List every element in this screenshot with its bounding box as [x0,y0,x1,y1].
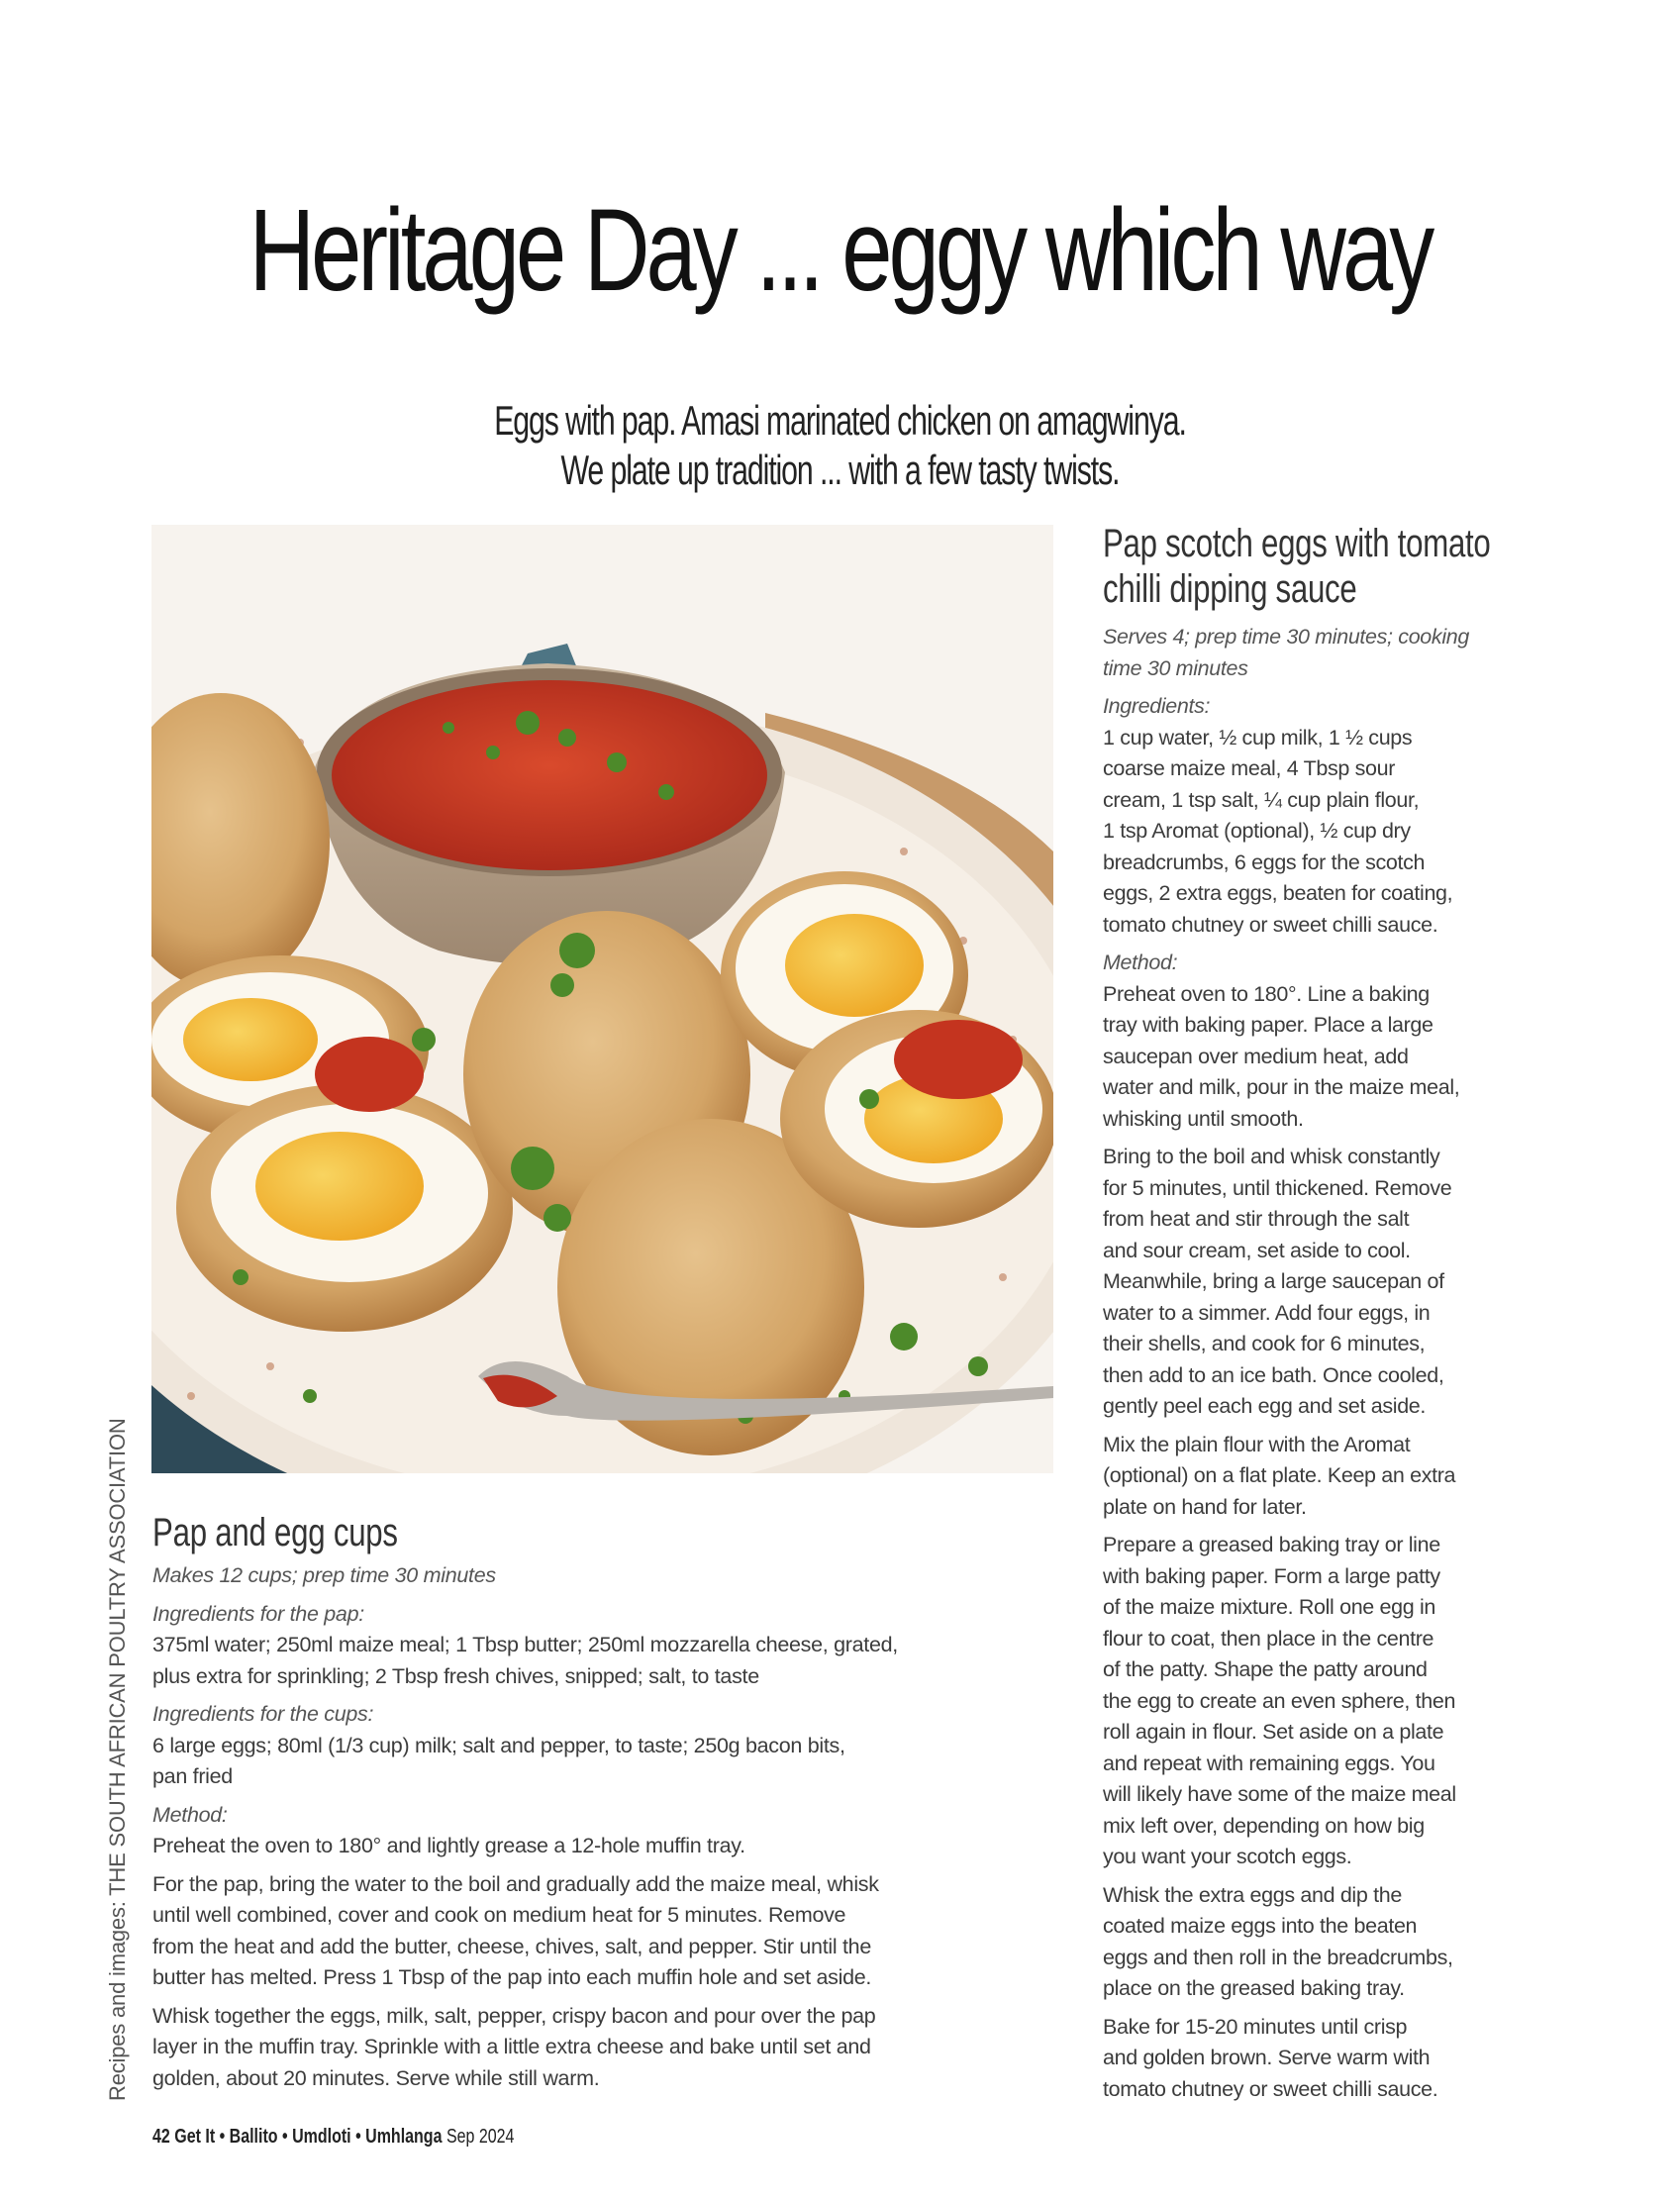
method-line: then add to an ice bath. Once cooled, [1103,1362,1444,1387]
method-line: mix left over, depending on how big [1103,1813,1425,1838]
method-line: flour to coat, then place in the centre [1103,1626,1434,1651]
method-line: Bring to the boil and whisk constantly [1103,1145,1440,1168]
method-line: and sour cream, set aside to cool. [1103,1238,1411,1262]
method-line: whisking until smooth. [1103,1106,1304,1131]
method-step [152,1869,1063,1994]
ingredients-line: eggs, 2 extra eggs, beaten for coating, [1103,881,1453,905]
method-line: Mix the plain flour with the Aromat [1103,1432,1411,1456]
method-line: of the maize mixture. Roll one egg in [1103,1595,1436,1619]
ingredients-line: 1 tsp Aromat (optional), ½ cup dry [1103,819,1411,843]
standfirst-line-1: Eggs with pap. Amasi marinated chicken on amagwinya. [494,397,1186,444]
page-number: 42 [152,2126,170,2148]
method-line: water to a simmer. Add four eggs, in [1103,1300,1431,1325]
ingredients-line: tomato chutney or sweet chilli sauce. [1103,912,1438,937]
separator: • [219,2126,226,2148]
standfirst [236,396,1445,495]
recipe-meta: Serves 4; prep time 30 minutes; cooking [1103,625,1469,649]
method-line: eggs and then roll in the breadcrumbs, [1103,1945,1453,1969]
method-line: you want your scotch eggs. [1103,1845,1352,1868]
method-line: from the heat and add the butter, cheese, chives, salt, and pepper. Stir until the [152,1934,871,1958]
recipe-meta: Makes 12 cups; prep time 30 minutes [152,1563,496,1587]
method-line: will likely have some of the maize meal [1103,1782,1456,1806]
method-line: water and milk, pour in the maize meal, [1103,1075,1460,1099]
ingredients-line: breadcrumbs, 6 eggs for the scotch [1103,850,1426,874]
method-label: Method: [152,1802,228,1827]
ingredients-label: Ingredients: [1103,694,1211,718]
recipe-title-line: Pap scotch eggs with tomato [1103,522,1491,565]
method-line: place on the greased baking tray. [1103,1976,1405,2000]
method-line: their shells, and cook for 6 minutes, [1103,1332,1426,1355]
method-line: gently peel each egg and set aside. [1103,1394,1427,1418]
pap-ingredients-line: plus extra for sprinkling; 2 Tbsp fresh chives, snipped; salt, to taste [152,1663,759,1688]
publication-name: Get It [174,2126,216,2148]
standfirst-line-2: We plate up tradition ... with a few tasty twists. [560,447,1120,493]
method-line: and repeat with remaining eggs. You [1103,1751,1435,1775]
method-line: saucepan over medium heat, add [1103,1044,1409,1068]
recipe-pap-scotch-eggs [1103,521,1568,2105]
cups-ingredients-line: pan fried [152,1764,233,1788]
method-step [152,1831,1063,1862]
issue-date: Sep 2024 [445,2126,515,2148]
method-line: Bake for 15-20 minutes until crisp [1103,2014,1408,2039]
pap-ingredients-label: Ingredients for the pap: [152,1601,364,1626]
method-line: plate on hand for later. [1103,1494,1307,1519]
method-line: layer in the muffin tray. Sprinkle with a little extra cheese and bake until set and [152,2035,871,2058]
method-step [1103,2012,1568,2106]
method-line: golden, about 20 minutes. Serve while still warm. [152,2065,600,2090]
separator: • [355,2126,361,2148]
recipe-title: Pap and egg cups [152,1511,398,1554]
area-name: Ballito [229,2126,278,2148]
recipe-meta: time 30 minutes [1103,655,1248,680]
method-line: Whisk the extra eggs and dip the [1103,1882,1402,1907]
method-line: roll again in flour. Set aside on a plate [1103,1720,1444,1744]
method-line: until well combined, cover and cook on medium heat for 5 minutes. Remove [152,1903,846,1927]
separator: • [282,2126,288,2148]
method-step [1103,1430,1568,1524]
ingredients-line: cream, 1 tsp salt, ¼ cup plain flour, [1103,787,1420,812]
method-step [152,2001,1063,2095]
recipe-title [1103,521,1491,612]
method-step [1103,1142,1568,1423]
ingredients-line: coarse maize meal, 4 Tbsp sour [1103,756,1396,780]
method-step [1103,1530,1568,1873]
method-line: For the pap, bring the water to the boil and gradually add the maize meal, whisk [152,1871,879,1896]
method-line: Meanwhile, bring a large saucepan of [1103,1269,1444,1293]
method-line: tray with baking paper. Place a large [1103,1013,1433,1037]
page-footer [152,2126,514,2149]
method-line: with baking paper. Form a large patty [1103,1563,1440,1588]
ingredients-line: 1 cup water, ½ cup milk, 1 ½ cups [1103,725,1413,750]
method-line: Preheat oven to 180°. Line a baking [1103,981,1430,1006]
scotch-eggs-illustration [151,525,1053,1473]
pap-ingredients-line: 375ml water; 250ml maize meal; 1 Tbsp butter; 250ml mozzarella cheese, grated, [152,1633,898,1656]
method-line: for 5 minutes, until thickened. Remove [1103,1175,1452,1200]
method-line: the egg to create an even sphere, then [1103,1688,1456,1713]
method-line: (optional) on a flat plate. Keep an extra [1103,1463,1456,1487]
photo-credit: Recipes and images: THE SOUTH AFRICAN POULTRY ASSOCIATION [105,1418,130,2101]
cups-ingredients-line: 6 large eggs; 80ml (1/3 cup) milk; salt and pepper, to taste; 250g bacon bits, [152,1733,845,1757]
method-line: Preheat the oven to 180° and lightly grease a 12-hole muffin tray. [152,1834,745,1857]
page-headline: Heritage Day ... eggy which way [248,185,1432,316]
method-line: from heat and stir through the salt [1103,1207,1410,1231]
method-line: Whisk together the eggs, milk, salt, pepper, crispy bacon and pour over the pap [152,2003,876,2028]
method-line: Prepare a greased baking tray or line [1103,1533,1440,1556]
recipe-pap-and-egg-cups [152,1509,1063,2094]
method-line: of the patty. Shape the patty around [1103,1657,1428,1681]
area-name: Umdloti [292,2126,351,2148]
method-step [1103,1880,1568,2005]
method-line: and golden brown. Serve warm with [1103,2046,1431,2069]
method-line: butter has melted. Press 1 Tbsp of the pap into each muffin hole and set aside. [152,1965,872,1989]
area-name: Umhlanga [365,2126,443,2148]
method-line: tomato chutney or sweet chilli sauce. [1103,2076,1438,2101]
cups-ingredients-label: Ingredients for the cups: [152,1702,374,1726]
recipe-title-line: chilli dipping sauce [1103,567,1357,611]
method-label: Method: [1103,951,1178,974]
method-step [1103,979,1568,1136]
food-photo [151,525,1053,1473]
method-line: coated maize eggs into the beaten [1103,1914,1418,1938]
